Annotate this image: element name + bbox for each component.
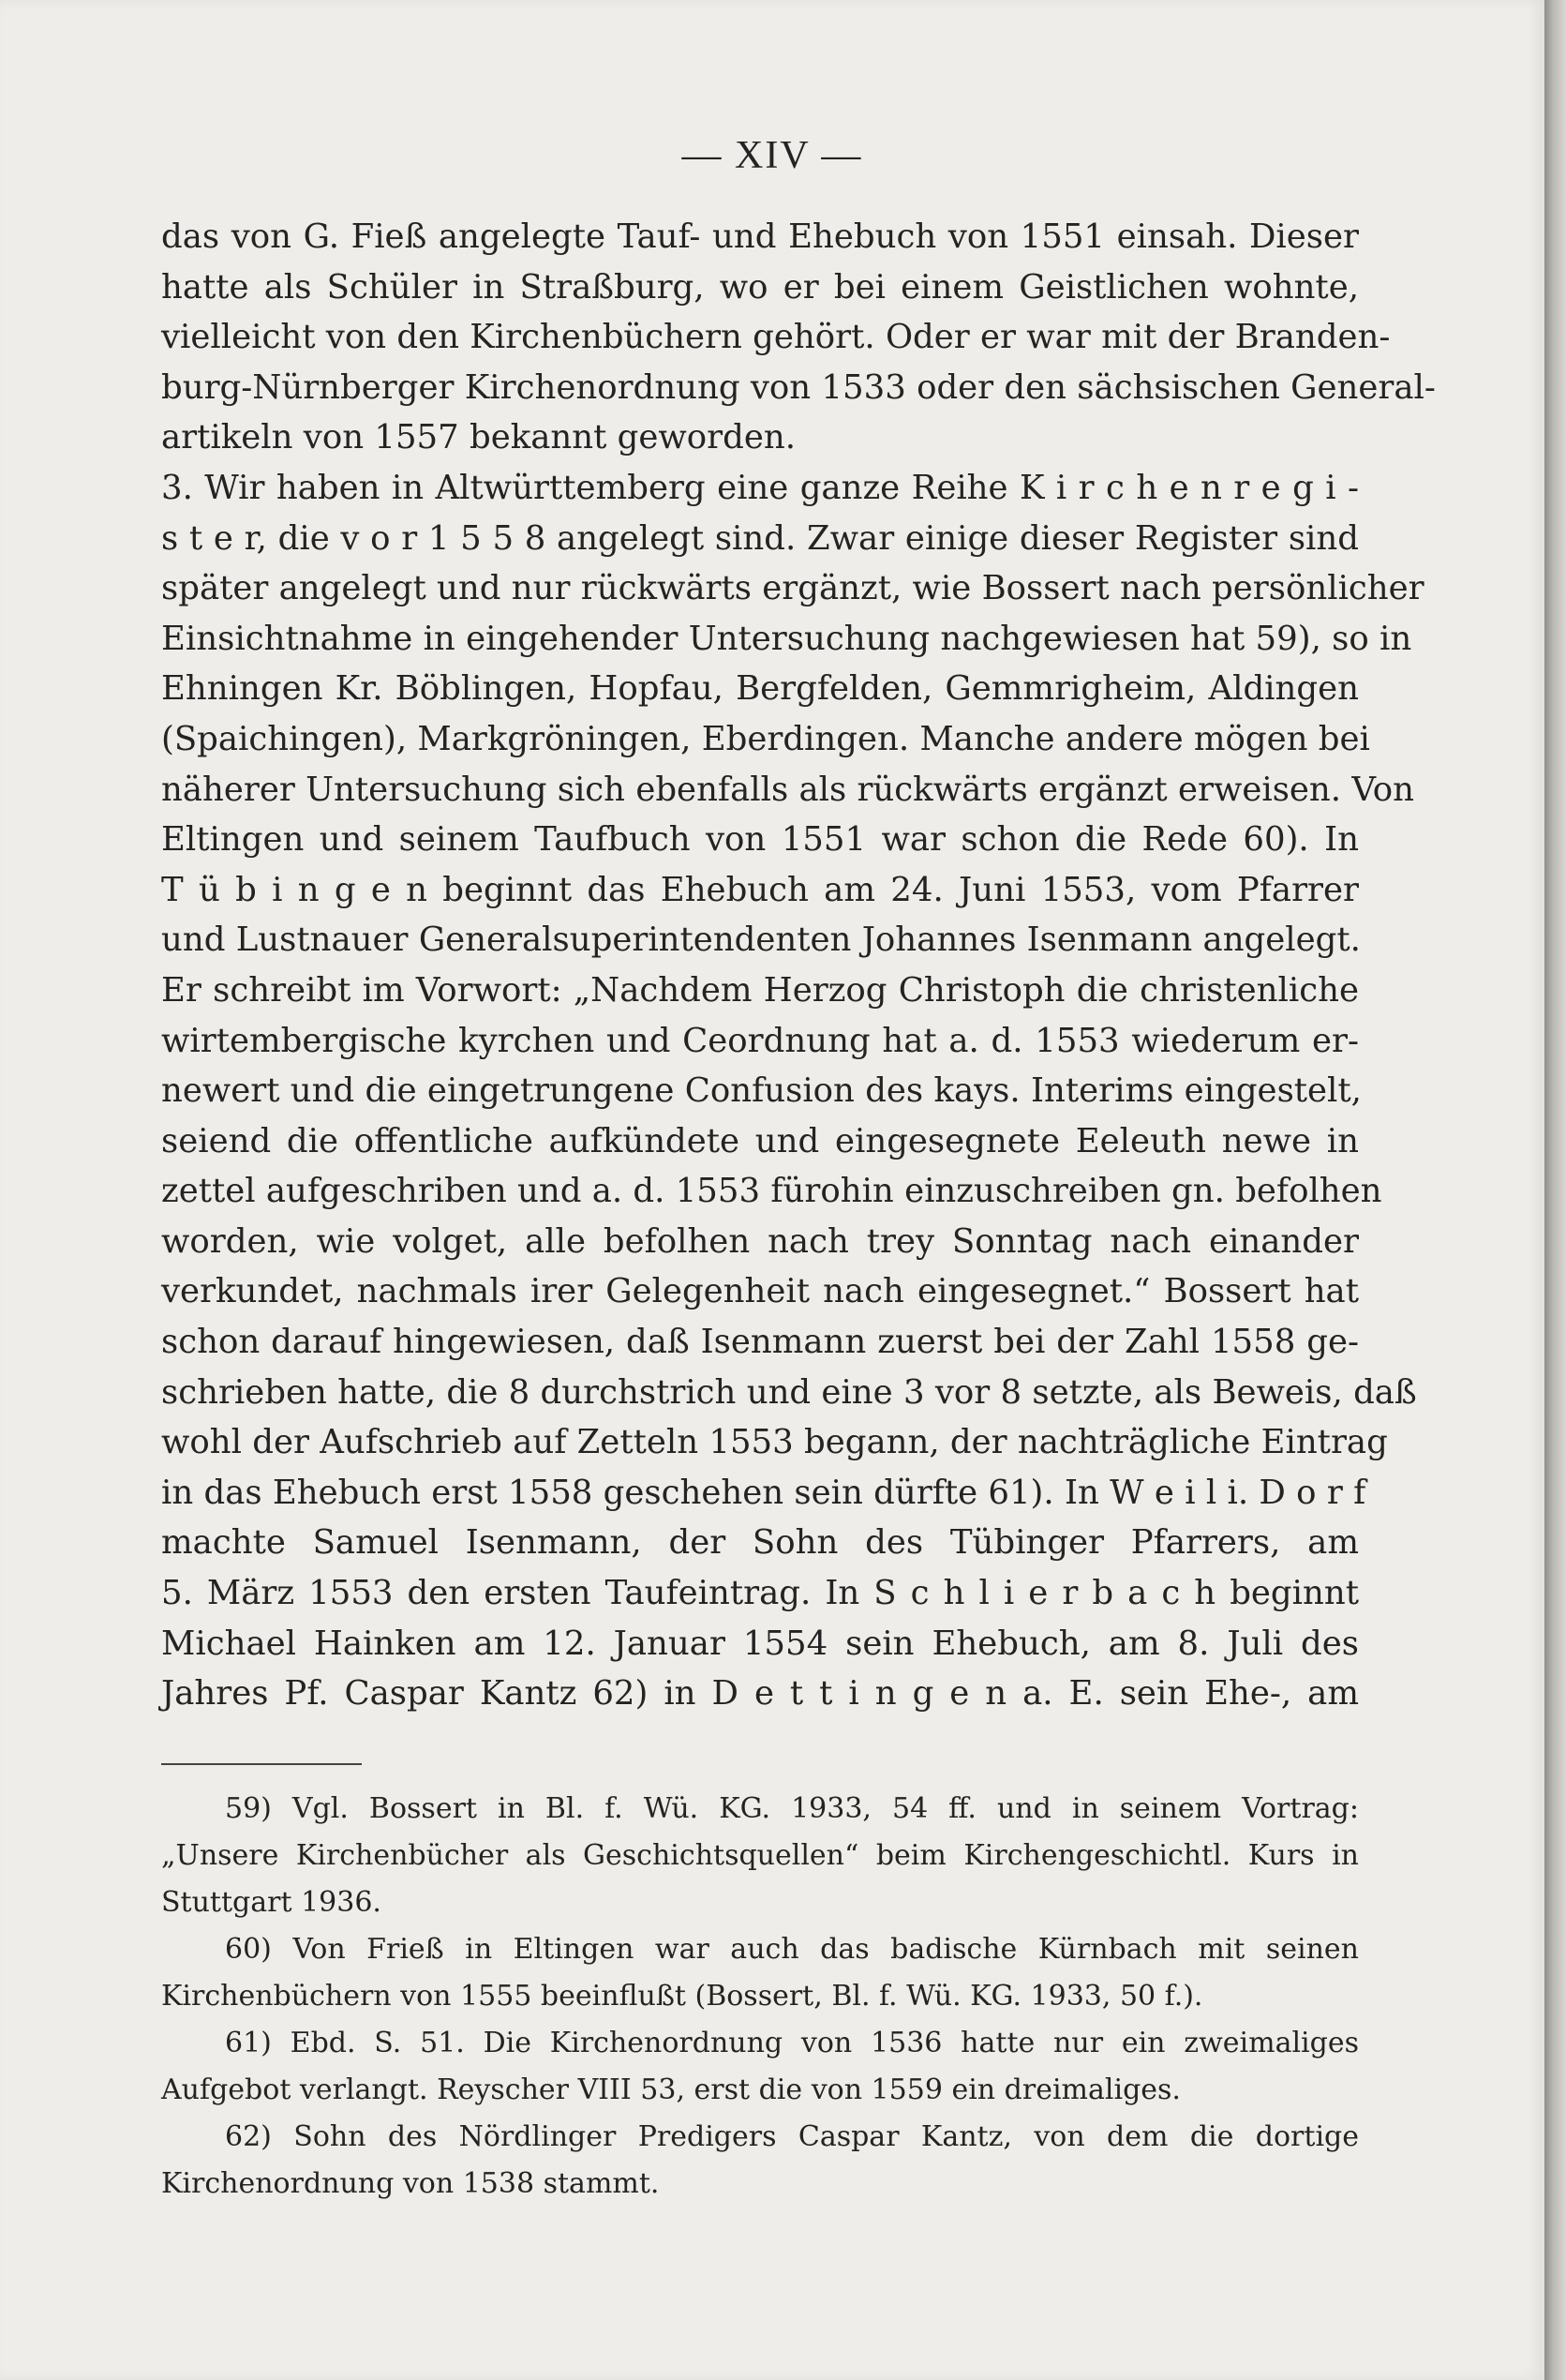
- text-line: 3. Wir haben in Altwürttemberg eine ganze Reihe K i r c h e n r e g i -: [161, 468, 1359, 507]
- text-line: Er schreibt im Vorwort: „Nachdem Herzog Christoph die christenliche: [161, 970, 1359, 1010]
- text-line: Michael Hainken am 12. Januar 1554 sein Ehebuch, am 8. Juli des: [161, 1624, 1359, 1663]
- text-line: 5. März 1553 den ersten Taufeintrag. In S c h l i e r b a c h beginnt: [161, 1574, 1359, 1613]
- footnote-line: Aufgebot verlangt. Reyscher VIII 53, erst die von 1559 ein dreimaliges.: [161, 2073, 1181, 2106]
- page-number: — XIV —: [681, 134, 863, 177]
- text-line: Eltingen und seinem Taufbuch von 1551 war schon die Rede 60). In: [161, 820, 1359, 860]
- text-line: hatte als Schüler in Straßburg, wo er bei einem Geistlichen wohnte,: [161, 267, 1359, 307]
- text-line: schon darauf hingewiesen, daß Isenmann zuerst bei der Zahl 1558 ge-: [161, 1323, 1359, 1362]
- footnote-line: „Unsere Kirchenbücher als Geschichtsquellen“ beim Kirchengeschichtl. Kurs in: [161, 1839, 1359, 1872]
- text-line: machte Samuel Isenmann, der Sohn des Tübinger Pfarrers, am: [161, 1523, 1359, 1563]
- footnote-divider: [161, 1763, 362, 1765]
- footnote-62: 62) Sohn des Nördlinger Predigers Caspar Kantz, von dem die dortige: [225, 2120, 1359, 2153]
- text-line: newert und die eingetrungene Confusion des kays. Interims eingestelt,: [161, 1071, 1362, 1111]
- footnotes: [161, 1786, 1359, 2208]
- footnote-59: 59) Vgl. Bossert in Bl. f. Wü. KG. 1933, 54 ff. und in seinem Vortrag:: [225, 1792, 1359, 1825]
- main-text: [161, 212, 1436, 1719]
- text-line: artikeln von 1557 bekannt geworden.: [161, 418, 797, 457]
- text-line: s t e r, die v o r 1 5 5 8 angelegt sind. Zwar einige dieser Register sind: [161, 518, 1359, 558]
- footnote-line: Kirchenbüchern von 1555 beeinflußt (Bossert, Bl. f. Wü. KG. 1933, 50 f.).: [161, 1980, 1203, 2013]
- text-line: wohl der Aufschrieb auf Zetteln 1553 begann, der nachträgliche Eintrag: [161, 1423, 1388, 1462]
- footnote-61: 61) Ebd. S. 51. Die Kirchenordnung von 1536 hatte nur ein zweimaliges: [225, 2027, 1359, 2059]
- text-line: wirtembergische kyrchen und Ceordnung hat a. d. 1553 wiederum er-: [161, 1021, 1359, 1060]
- text-line: Ehningen Kr. Böblingen, Hopfau, Bergfelden, Gemmrigheim, Aldingen: [161, 669, 1359, 709]
- page-edge: [1544, 0, 1566, 2380]
- text-line: zettel aufgeschriben und a. d. 1553 fürohin einzuschreiben gn. befolhen: [161, 1172, 1382, 1211]
- text-line: seiend die offentliche aufkündete und eingesegnete Eeleuth newe in: [161, 1121, 1359, 1160]
- text-line: Einsichtnahme in eingehender Untersuchung nachgewiesen hat 59), so in: [161, 619, 1412, 658]
- text-line: verkundet, nachmals irer Gelegenheit nach eingesegnet.“ Bossert hat: [161, 1272, 1359, 1311]
- text-line: burg-Nürnberger Kirchenordnung von 1533 oder den sächsischen General-: [161, 367, 1436, 407]
- text-line: näherer Untersuchung sich ebenfalls als rückwärts ergänzt erweisen. Von: [161, 770, 1414, 809]
- footnote-line: Kirchenordnung von 1538 stammt.: [161, 2167, 660, 2200]
- text-line: in das Ehebuch erst 1558 geschehen sein dürfte 61). In W e i l i. D o r f: [161, 1473, 1366, 1512]
- text-line: schrieben hatte, die 8 durchstrich und eine 3 vor 8 setzte, als Beweis, daß: [161, 1372, 1417, 1412]
- text-line: worden, wie volget, alle befolhen nach trey Sonntag nach einander: [161, 1221, 1359, 1261]
- text-line: Jahres Pf. Caspar Kantz 62) in D e t t i n g e n a. E. sein Ehe-, am: [161, 1674, 1359, 1714]
- text-line: das von G. Fieß angelegte Tauf- und Ehebuch von 1551 einsah. Dieser: [161, 217, 1359, 256]
- text-line: und Lustnauer Generalsuperintendenten Johannes Isenmann angelegt.: [161, 921, 1361, 960]
- text-line: T ü b i n g e n beginnt das Ehebuch am 24. Juni 1553, vom Pfarrer: [161, 870, 1359, 909]
- text-line: später angelegt und nur rückwärts ergänzt, wie Bossert nach persönlicher: [161, 569, 1424, 608]
- text-line: vielleicht von den Kirchenbüchern gehört. Oder er war mit der Branden-: [161, 318, 1391, 357]
- text-line: (Spaichingen), Markgröningen, Eberdingen. Manche andere mögen bei: [161, 719, 1370, 758]
- footnote-60: 60) Von Frieß in Eltingen war auch das badische Kürnbach mit seinen: [225, 1933, 1359, 1966]
- footnote-line: Stuttgart 1936.: [161, 1886, 381, 1919]
